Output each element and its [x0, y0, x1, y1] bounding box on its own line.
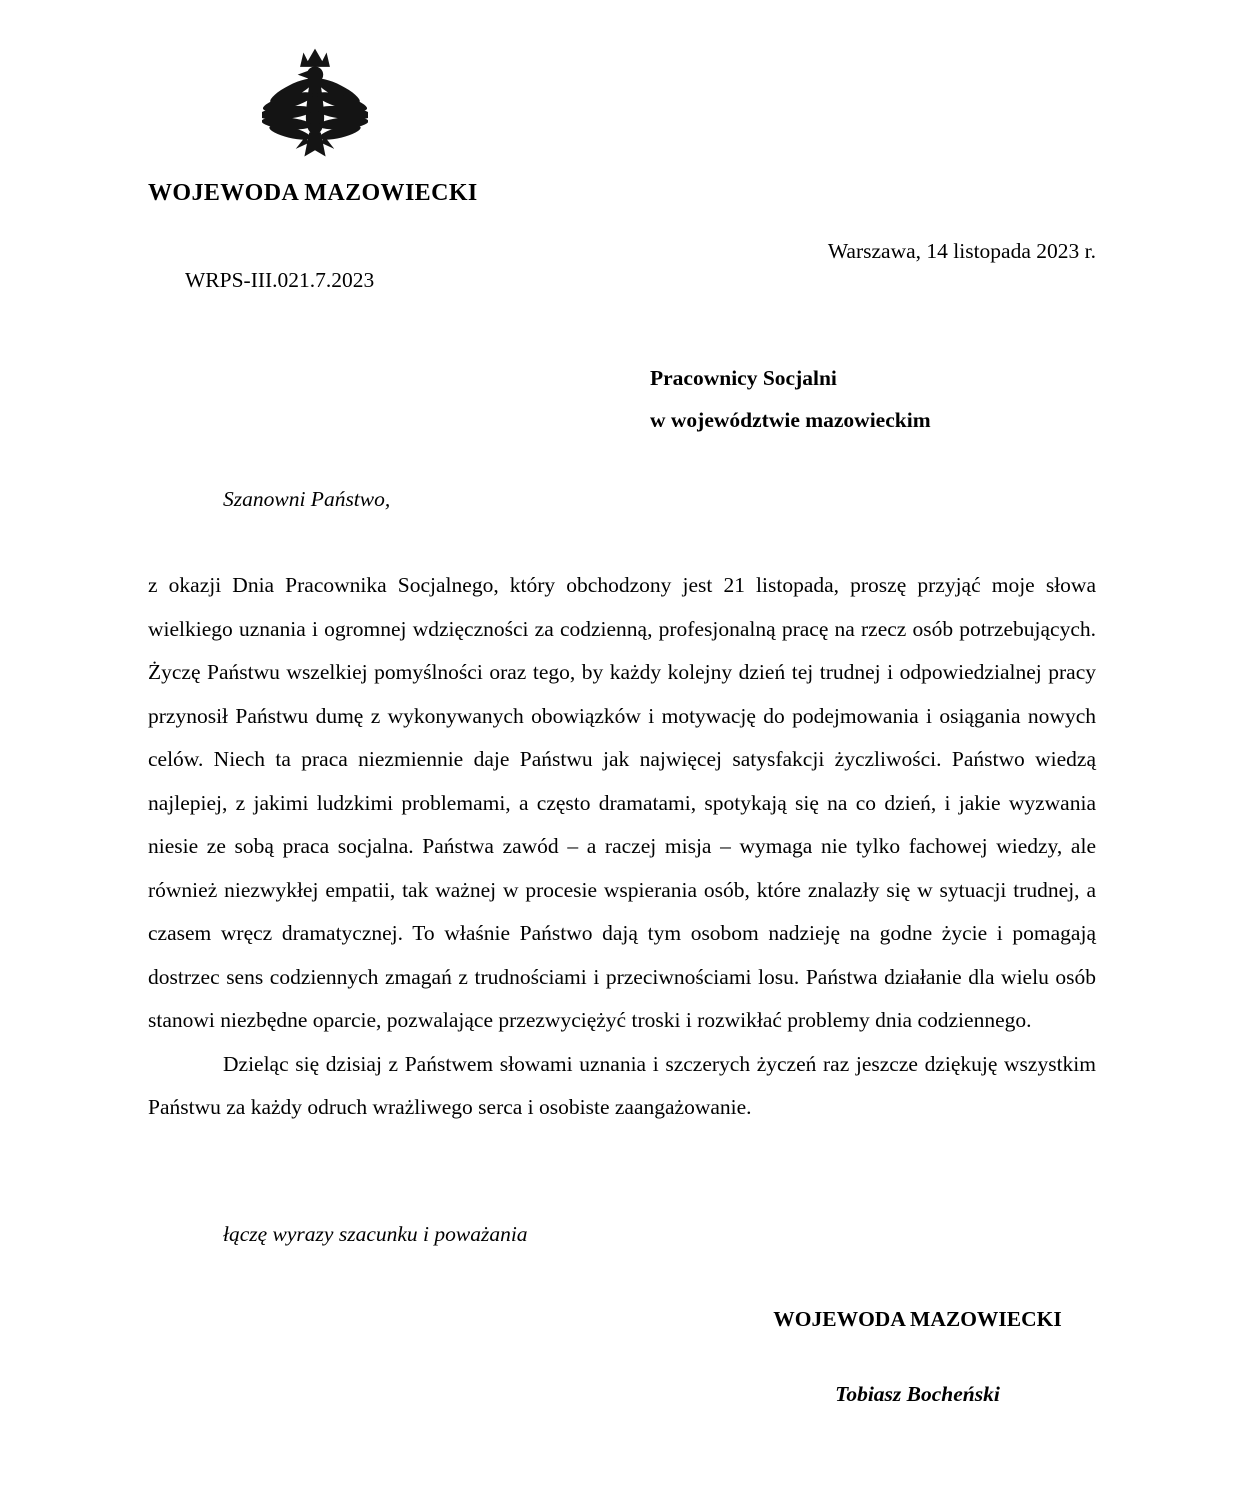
closing-phrase: łączę wyrazy szacunku i poważania — [223, 1221, 528, 1246]
signature-name: Tobiasz Bocheński — [835, 1381, 1000, 1406]
signature-title: WOJEWODA MAZOWIECKI — [773, 1306, 1062, 1331]
place-and-date: Warszawa, 14 listopada 2023 r. — [827, 239, 1096, 263]
salutation: Szanowni Państwo, — [223, 487, 391, 511]
recipient-line-1: Pracownicy Socjalni — [650, 366, 837, 390]
signature-block — [745, 1307, 1090, 1407]
office-title: WOJEWODA MAZOWIECKI — [148, 180, 478, 206]
recipient-block — [650, 357, 1096, 441]
body-paragraph-2: Dzieląc się dzisiaj z Państwem słowami uznania i szczerych życzeń raz jeszcze dziękuję wszystkim Państwu za każdy odruch wrażliwego serca i osobiste zaangażowanie. — [148, 1051, 1096, 1119]
recipient-line-2: w województwie mazowieckim — [650, 408, 931, 432]
reference-number: WRPS-III.021.7.2023 — [185, 268, 375, 292]
polish-eagle-emblem-icon — [262, 42, 368, 168]
body-paragraph-1: z okazji Dnia Pracownika Socjalnego, który obchodzony jest 21 listopada, proszę przyjąć moje słowa wielkiego uznania i ogromnej wdzięczności za codzienną, profesjonalną pracę na rzecz osób potrzebujących. Życzę Państwu wszelkiej pomyślności oraz tego, by każdy kolejny dzień tej trudnej i odpowiedzialnej pracy przynosił Państwu dumę z wykonywanych obowiązków i motywację do podejmowania i osiągania nowych celów. Niech ta praca niezmiennie daje Państwu jak najwięcej satysfakcji życzliwości. Państwo wiedzą najlepiej, z jakimi ludzkimi problemami, a często dramatami, spotykają się na co dzień, i jakie wyzwania niesie ze sobą praca socjalna. Państwa zawód – a raczej misja – wymaga nie tylko fachowej wiedzy, ale również niezwykłej empatii, tak ważnej w procesie wspierania osób, które znalazły się w sytuacji trudnej, a czasem wręcz dramatycznej. To właśnie Państwo dają tym osobom nadzieję na godne życie i pomagają dostrzec sens codziennych zmagań z trudnościami i przeciwnościami losu. Państwa działanie dla wielu osób stanowi niezbędne oparcie, pozwalające przezwyciężyć troski i rozwikłać problemy dnia codziennego. — [148, 573, 1096, 1032]
